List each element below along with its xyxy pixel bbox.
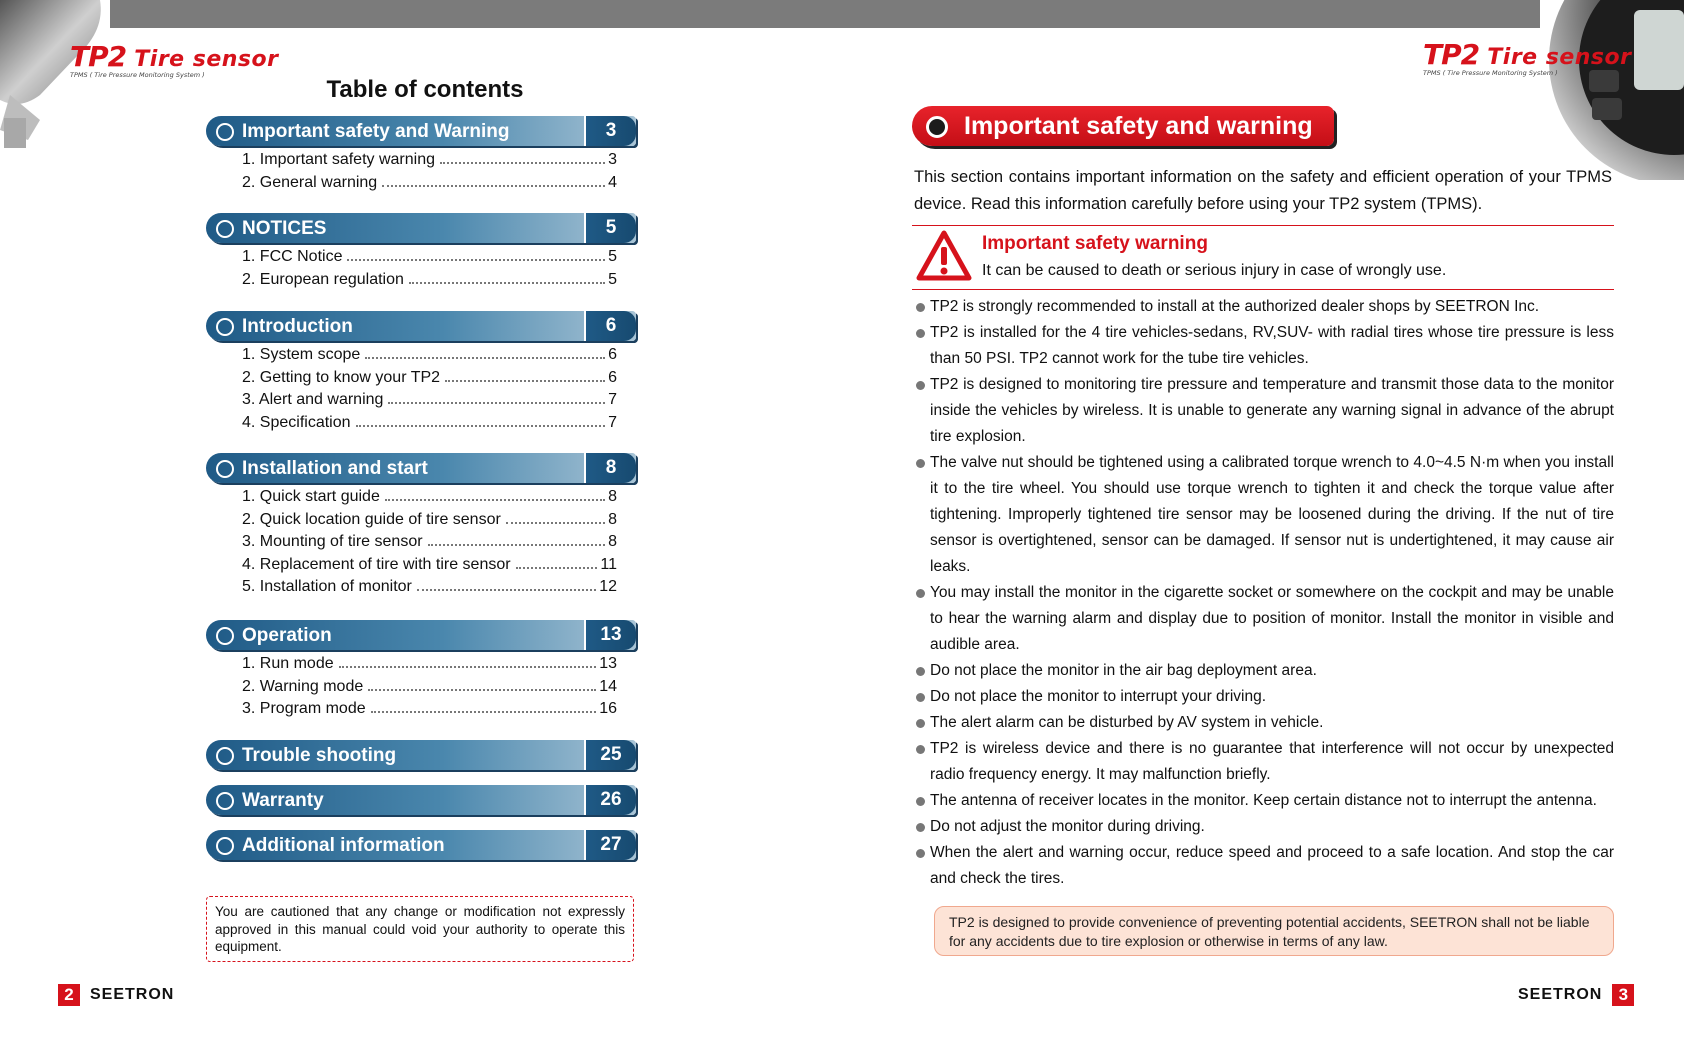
- entry-text: 2. Warning mode: [242, 677, 364, 695]
- brand-logo-left: [70, 40, 279, 79]
- toc-section-notices[interactable]: [206, 213, 636, 291]
- dot-leader: [417, 589, 596, 591]
- entry-text: 1. FCC Notice: [242, 248, 343, 265]
- entry-page: 5: [608, 248, 617, 265]
- toc-entry[interactable]: [242, 344, 617, 367]
- entry-page: 8: [608, 488, 617, 505]
- toc-entry[interactable]: [242, 412, 617, 435]
- section-bar[interactable]: [206, 116, 636, 146]
- top-gray-bar: [110, 0, 1540, 28]
- circle-bullet-icon: [926, 116, 948, 138]
- entry-text: 1. Run mode: [242, 655, 334, 672]
- section-bar[interactable]: [206, 213, 636, 243]
- toc-entry[interactable]: [242, 509, 617, 532]
- dot-leader: [382, 185, 605, 187]
- toc-entry[interactable]: [242, 554, 617, 577]
- entry-page: 3: [608, 151, 617, 168]
- entry-page: 12: [599, 578, 617, 595]
- page-number: 2: [58, 984, 80, 1006]
- warning-subtitle: It can be caused to death or serious injury in case of wrongly use.: [982, 262, 1447, 279]
- toc-section-trouble-shooting[interactable]: [206, 740, 636, 770]
- toc-title: Table of contents: [326, 76, 524, 103]
- entry-page: 13: [599, 655, 617, 672]
- entry-page: 4: [608, 173, 617, 191]
- dot-leader: [506, 522, 605, 524]
- section-label: Trouble shooting: [242, 745, 397, 766]
- section-page: 3: [584, 116, 636, 146]
- dot-leader: [388, 402, 605, 404]
- entry-text: 2. European regulation: [242, 270, 404, 288]
- toc-entry[interactable]: [242, 269, 617, 292]
- liability-notice: TP2 is designed to provide convenience of preventing potential accidents, SEETRON shall not be liable for any accidents due to tire explosion or otherwise in terms of any law.: [934, 906, 1614, 956]
- circle-bullet-icon: [216, 220, 234, 238]
- dot-leader: [371, 711, 597, 713]
- section-page: 13: [584, 620, 636, 650]
- section-banner: [912, 106, 1334, 146]
- list-item: Do not adjust the monitor during driving.: [914, 814, 1614, 840]
- list-item: You may install the monitor in the cigarette socket or somewhere on the cockpit and may be unable to hear the warning alarm and display due to position of monitor. Install the monitor in visible and audible area.: [914, 580, 1614, 658]
- list-item: TP2 is wireless device and there is no guarantee that interference will not occur by unexpected radio frequency energy. It may malfunction briefly.: [914, 736, 1614, 788]
- list-item: Do not place the monitor in the air bag deployment area.: [914, 658, 1614, 684]
- section-page: 27: [584, 830, 636, 860]
- circle-bullet-icon: [216, 123, 234, 141]
- footer-right: [1518, 984, 1634, 1006]
- toc-entry[interactable]: [242, 653, 617, 676]
- dot-leader: [356, 425, 606, 427]
- page-number: 3: [1612, 984, 1634, 1006]
- section-label: Installation and start: [242, 458, 428, 479]
- list-item: The antenna of receiver locates in the monitor. Keep certain distance not to interrupt the antenna.: [914, 788, 1614, 814]
- entry-page: 8: [608, 533, 617, 550]
- section-label: Warranty: [242, 790, 324, 811]
- footer-left: [58, 984, 174, 1006]
- section-page: 6: [584, 311, 636, 341]
- monitor-image: [1544, 0, 1684, 180]
- section-label: Additional information: [242, 835, 445, 856]
- list-item: When the alert and warning occur, reduce speed and proceed to a safe location. And stop the car and check the tires.: [914, 840, 1614, 892]
- list-item: TP2 is installed for the 4 tire vehicles-sedans, RV,SUV- with radial tires whose tire pressure is less than 50 PSI. TP2 cannot work for the tube tire vehicles.: [914, 320, 1614, 372]
- entry-text: 2. General warning: [242, 173, 378, 191]
- section-bar[interactable]: [206, 453, 636, 483]
- logo-text: Tire sensor: [1487, 45, 1632, 70]
- toc-entry[interactable]: [242, 698, 617, 721]
- brand-logo-right: [1423, 38, 1632, 77]
- dot-leader: [440, 162, 605, 164]
- section-label: Introduction: [242, 316, 353, 337]
- list-item: The valve nut should be tightened using a calibrated torque wrench to 4.0~4.5 N·m when you install it to the tire wheel. You should use torque wrench to tighten it and check the torque value after tightening. Improperly tightened tire sensor may be loosened during the driving. If the nut of tire sensor is overtightened, sensor can be damaged. If sensor nut is undertightened, it may cause air leaks.: [914, 450, 1614, 580]
- entry-text: 2. Quick location guide of tire sensor: [242, 510, 501, 528]
- toc-entry[interactable]: [242, 246, 617, 269]
- toc-section-additional-information[interactable]: [206, 830, 636, 860]
- toc-entry[interactable]: [242, 576, 617, 599]
- toc-section-introduction[interactable]: [206, 311, 636, 434]
- section-label: Operation: [242, 625, 332, 646]
- section-label: NOTICES: [242, 218, 327, 239]
- list-item: Do not place the monitor to interrupt your driving.: [914, 684, 1614, 710]
- toc-entry[interactable]: [242, 486, 617, 509]
- entry-page: 11: [600, 555, 617, 573]
- entry-page: 7: [608, 413, 617, 431]
- logo-subtitle: TPMS ( Tire Pressure Monitoring System ): [70, 71, 205, 79]
- entry-page: 14: [599, 677, 617, 695]
- toc-entry[interactable]: [242, 676, 617, 699]
- entry-text: 1. Quick start guide: [242, 488, 380, 505]
- section-bar[interactable]: [206, 785, 636, 815]
- entry-page: 5: [608, 270, 617, 288]
- logo-tp2: TP2: [70, 40, 127, 73]
- toc-section-warranty[interactable]: [206, 785, 636, 815]
- section-bar[interactable]: [206, 311, 636, 341]
- entry-page: 6: [608, 346, 617, 363]
- entry-text: 3. Program mode: [242, 700, 366, 717]
- toc-entry[interactable]: [242, 149, 617, 172]
- footer-brand: SEETRON: [1518, 986, 1603, 1003]
- toc-entry[interactable]: [242, 367, 617, 390]
- warning-triangle-icon: [916, 230, 972, 282]
- list-item: TP2 is designed to monitoring tire pressure and temperature and transmit those data to the monitor inside the vehicles by wireless. It is unable to generate any warning signal in advance of the abrupt tire explosion.: [914, 372, 1614, 450]
- section-bar[interactable]: [206, 830, 636, 860]
- banner-title: Important safety and warning: [964, 112, 1313, 140]
- dot-leader: [339, 666, 597, 668]
- logo-subtitle: TPMS ( Tire Pressure Monitoring System ): [1423, 69, 1558, 77]
- entry-text: 4. Replacement of tire with tire sensor: [242, 555, 511, 573]
- dot-leader: [368, 689, 596, 691]
- dot-leader: [516, 567, 598, 569]
- toc-section-installation[interactable]: [206, 453, 636, 599]
- safety-bullet-list: [914, 294, 1614, 892]
- toc-section-safety[interactable]: [206, 116, 636, 194]
- entry-text: 3. Alert and warning: [242, 391, 384, 408]
- footer-brand: SEETRON: [90, 986, 175, 1003]
- caution-box: You are cautioned that any change or modification not expressly approved in this manual could void your authority to operate this equipment.: [206, 896, 634, 962]
- circle-bullet-icon: [216, 792, 234, 810]
- section-bar[interactable]: [206, 620, 636, 650]
- entry-text: 2. Getting to know your TP2: [242, 368, 441, 386]
- entry-page: 8: [608, 510, 617, 528]
- toc-section-operation[interactable]: [206, 620, 636, 721]
- list-item: The alert alarm can be disturbed by AV system in vehicle.: [914, 710, 1614, 736]
- toc-entry[interactable]: [242, 172, 617, 195]
- toc-entry[interactable]: [242, 531, 617, 554]
- circle-bullet-icon: [216, 460, 234, 478]
- section-label: Important safety and Warning: [242, 121, 510, 142]
- section-bar[interactable]: [206, 740, 636, 770]
- toc-entry[interactable]: [242, 389, 617, 412]
- warning-title: Important safety warning: [982, 233, 1208, 254]
- section-page: 5: [584, 213, 636, 243]
- dot-leader: [385, 499, 605, 501]
- dot-leader: [365, 357, 605, 359]
- section-page: 8: [584, 453, 636, 483]
- entry-page: 7: [608, 391, 617, 408]
- logo-text: Tire sensor: [134, 47, 279, 72]
- dot-leader: [347, 259, 605, 261]
- entry-text: 1. Important safety warning: [242, 151, 435, 168]
- dot-leader: [409, 282, 605, 284]
- list-item: TP2 is strongly recommended to install at the authorized dealer shops by SEETRON Inc.: [914, 294, 1614, 320]
- circle-bullet-icon: [216, 627, 234, 645]
- entry-text: 4. Specification: [242, 413, 351, 431]
- entry-page: 16: [599, 700, 617, 717]
- entry-page: 6: [608, 368, 617, 386]
- circle-bullet-icon: [216, 837, 234, 855]
- section-page: 25: [584, 740, 636, 770]
- entry-text: 1. System scope: [242, 346, 361, 363]
- dot-leader: [428, 544, 606, 546]
- entry-text: 5. Installation of monitor: [242, 578, 412, 595]
- circle-bullet-icon: [216, 318, 234, 336]
- circle-bullet-icon: [216, 747, 234, 765]
- safety-warning-box: [912, 225, 1614, 290]
- section-page: 26: [584, 785, 636, 815]
- dot-leader: [445, 380, 605, 382]
- intro-paragraph: This section contains important information on the safety and efficient operation of your TPMS device. Read this information carefully before using your TP2 system (TPMS).: [914, 168, 1612, 213]
- logo-tp2: TP2: [1423, 38, 1480, 71]
- entry-text: 3. Mounting of tire sensor: [242, 533, 423, 550]
